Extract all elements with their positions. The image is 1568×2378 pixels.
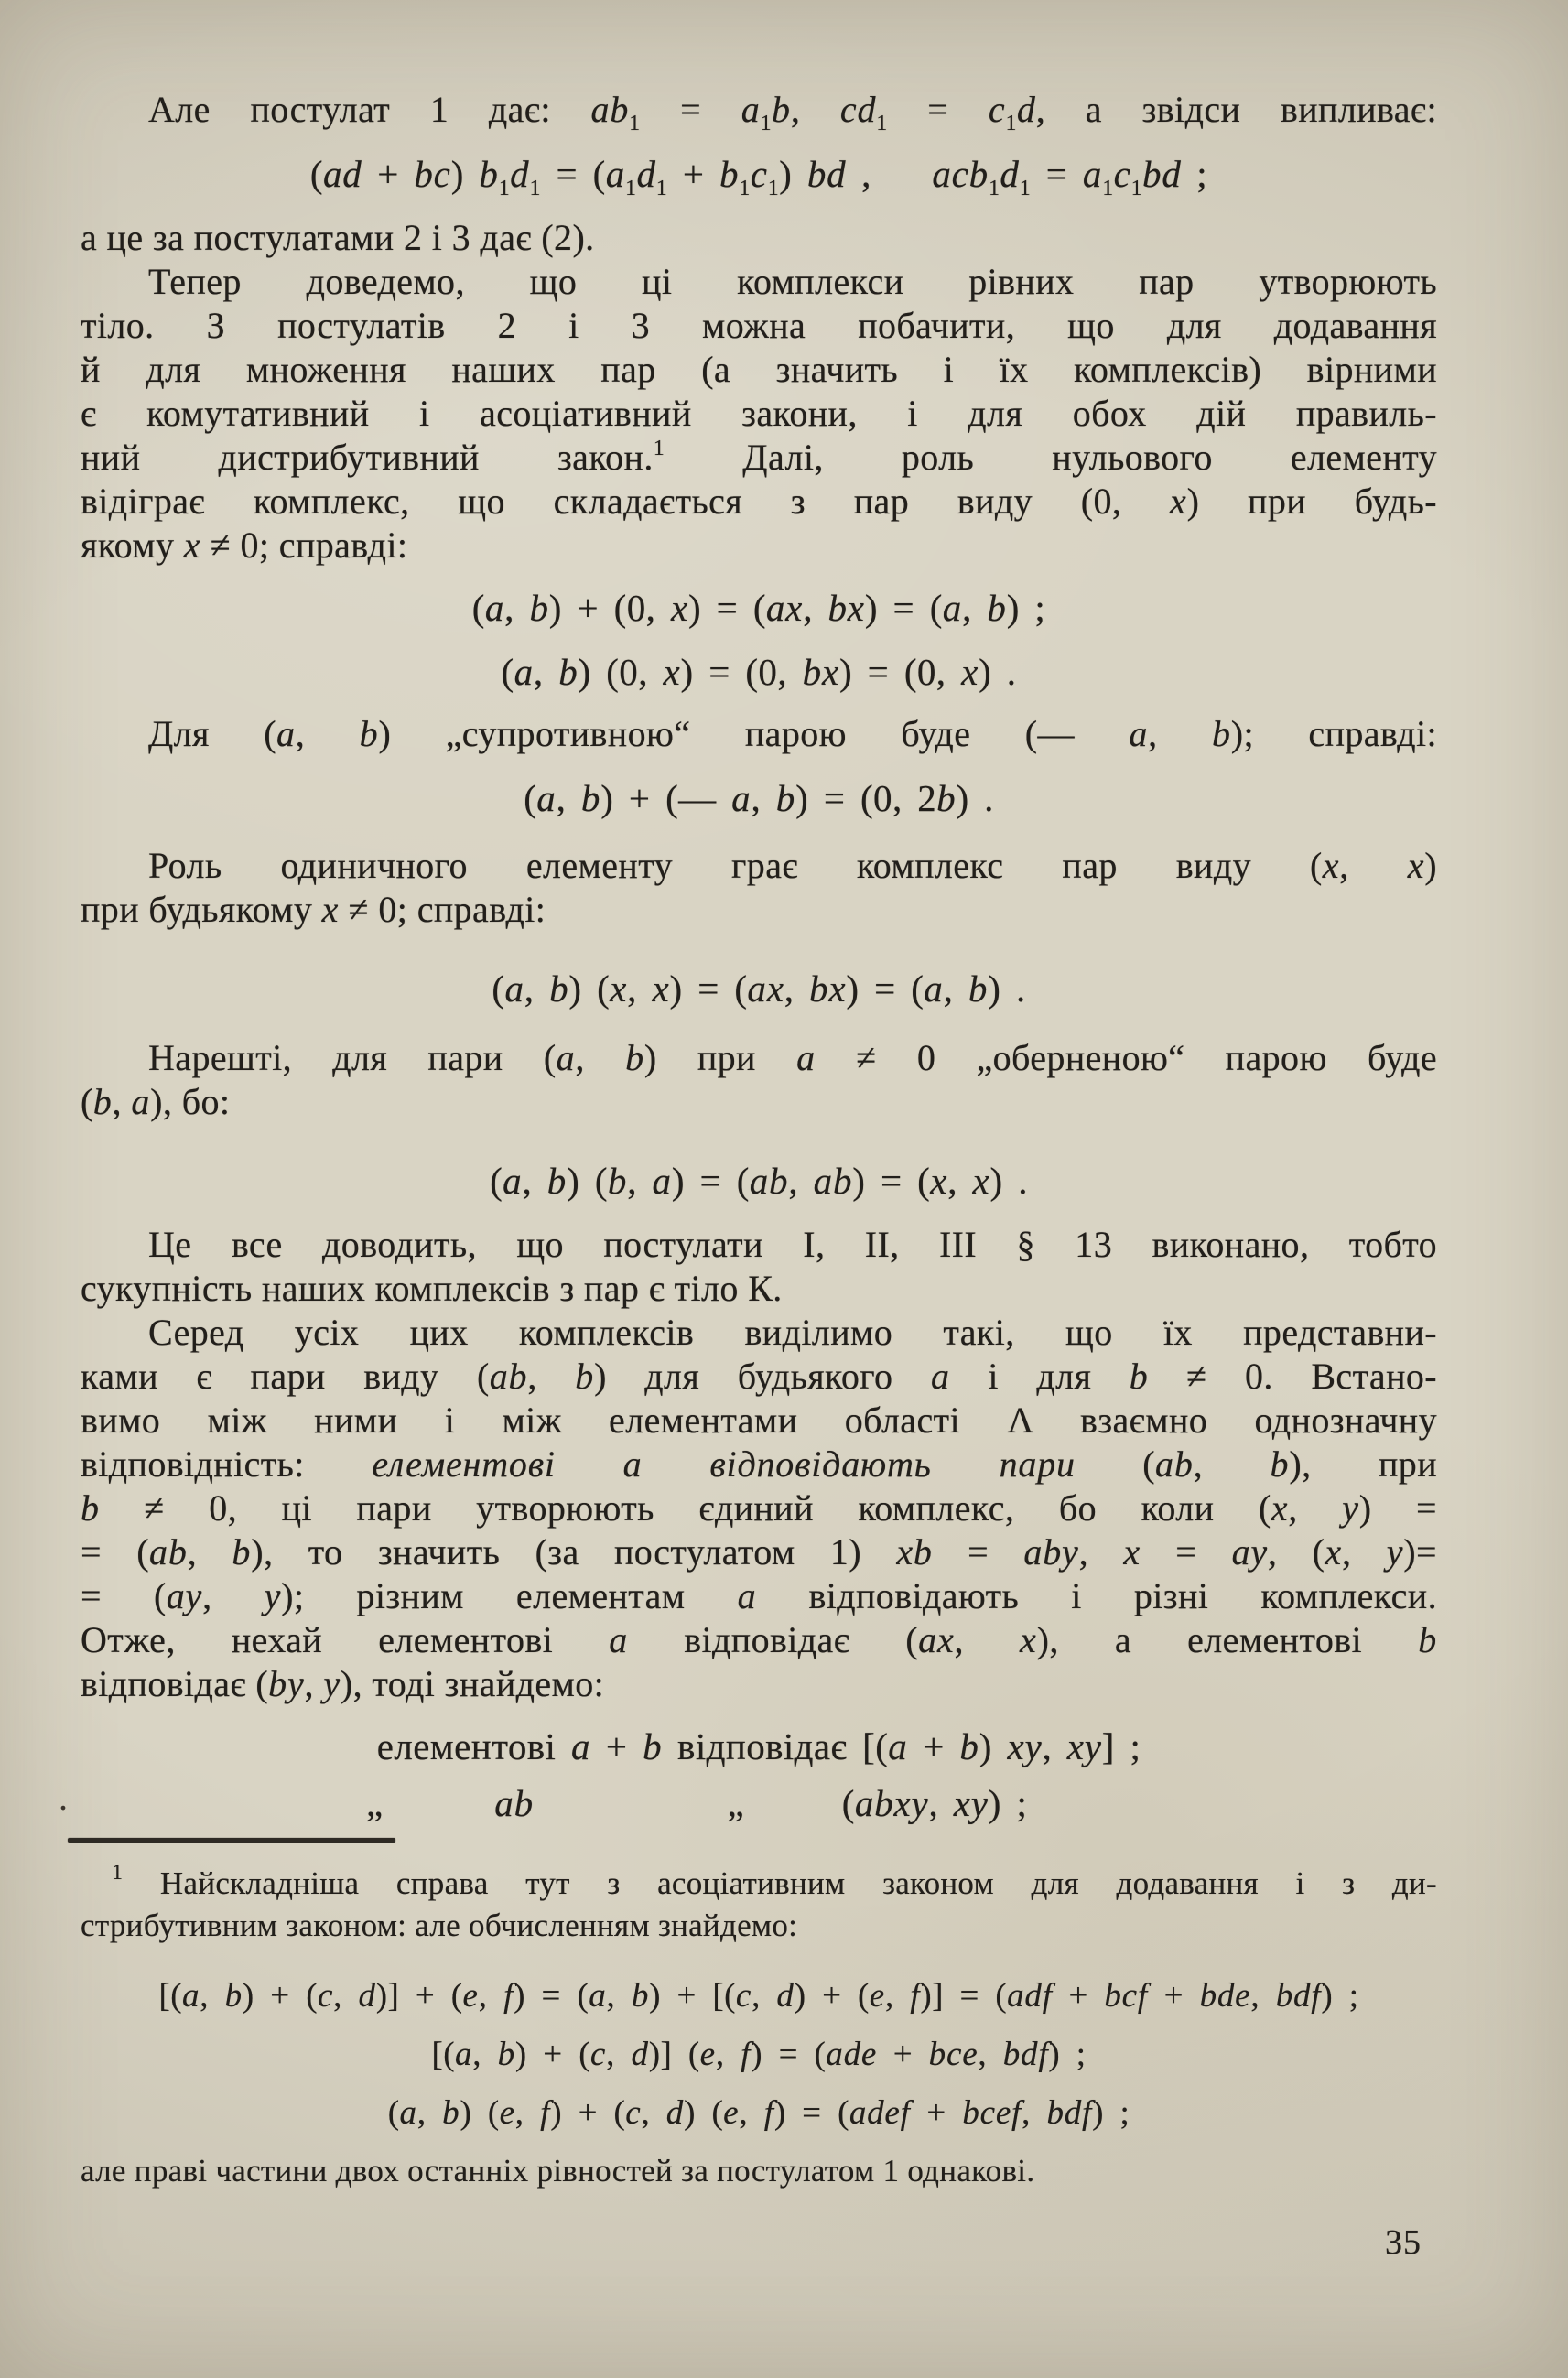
- text-line: Отже, нехай елементові a відповідає (ax, x), а елементові b: [81, 1619, 1437, 1660]
- text-line: Тепер доведемо, що ці комплекси рівних пар утворюють: [148, 261, 1437, 302]
- text-line: відіграє комплекс, що складається з пар виду (0, x) при будь-: [81, 481, 1437, 522]
- text-line: сукупність наших комплексів з пар є тіло К.: [81, 1268, 783, 1309]
- footnote-separator-rule: [68, 1838, 395, 1843]
- text-line: Це все доводить, що постулати I, II, III § 13 виконано, тобто: [148, 1224, 1437, 1265]
- formula-opposite-pair: (a, b) + (— a, b) = (0, 2b) .: [524, 777, 994, 819]
- footnote-formula-distributive-right: (a, b) (e, f) + (c, d) (e, f) = (adef + bcef, bdf) ;: [387, 2094, 1130, 2132]
- text-line: Серед усіх цих комплексів виділимо такі, що їх представни-: [148, 1312, 1437, 1353]
- text-line: = (ab, b), то значить (за постулатом 1) xb = aby, x = ay, (x, y)=: [81, 1531, 1437, 1573]
- formula-zero-addition: (a, b) + (0, x) = (ax, bx) = (a, b) ;: [471, 587, 1046, 629]
- paragraph-unit-element: [81, 844, 1437, 932]
- text-line: тіло. З постулатів 2 і 3 можна побачити, що для додавання: [81, 305, 1437, 346]
- paragraph-conclusion-2: а це за постулатами 2 і 3 дає (2).: [81, 217, 595, 258]
- text-line: є комутативний і асоціативний закони, і для обох дій правиль-: [81, 393, 1437, 434]
- footnote-formula-associative: [(a, b) + (c, d)] + (e, f) = (a, b) + [(c, d) + (e, f)] = (adf + bcf + bde, bdf) ;: [158, 1977, 1359, 2015]
- footnote-text: [81, 1863, 1437, 1947]
- text-line: Роль одиничного елементу грає комплекс пар виду (x, x): [148, 845, 1437, 886]
- formula-zero-multiplication: (a, b) (0, x) = (0, bx) = (0, x) .: [501, 651, 1017, 693]
- page-number: 35: [1385, 2223, 1422, 2262]
- footnote-formula-distributive-left: [(a, b) + (c, d)] (e, f) = (ade + bce, bdf) ;: [431, 2036, 1087, 2073]
- text-line: (b, a), бо:: [81, 1081, 231, 1122]
- footnote-closing-line: але праві частини двох останніх рівностей за постулатом 1 однакові.: [81, 2153, 1035, 2189]
- formula-product-correspondence-row: [59, 1776, 1437, 1831]
- text-line: й для множення наших пар (а значить і їх комплексів) вірними: [81, 349, 1437, 390]
- text-line: b ≠ 0, ці пари утворюють єдиний комплекс, бо коли (x, y) =: [81, 1487, 1437, 1529]
- formula-inverse-pair: (a, b) (b, a) = (ab, ab) = (x, x) .: [490, 1160, 1028, 1202]
- text-line: ками є пари виду (ab, b) для будьякого a і для b ≠ 0. Встано-: [81, 1356, 1438, 1397]
- ditto-mark: „: [727, 1782, 745, 1824]
- footnote-line: стрибутивним законом: але обчисленням знайдемо:: [81, 1908, 798, 1943]
- math-pair-abxy: (abxy, xy) ;: [841, 1782, 1028, 1824]
- text-line: відповідає (by, y), тоді знайдемо:: [81, 1663, 605, 1704]
- text-line: Нарешті, для пари (a, b) при a ≠ 0 „оберненою“ парою буде: [148, 1037, 1437, 1078]
- paragraph-inverse-pair: [81, 1036, 1437, 1124]
- paragraph-field-proof: [81, 260, 1437, 567]
- text-block: [59, 88, 1438, 2192]
- text-line: вимо між ними і між елементами області Λ взаємно однозначну: [81, 1400, 1437, 1441]
- paragraph-correspondence: [81, 1311, 1437, 1706]
- math-term-ab: ab: [494, 1782, 534, 1824]
- paragraph-opposite-pair: Для (a, b) „супротивною“ парою буде (— a, b); справді:: [148, 713, 1437, 754]
- formula-sum-correspondence: елементові a + b відповідає [(a + b) xy, xy] ;: [376, 1725, 1141, 1767]
- text-line: відповідність: елементові a відповідають пари (ab, b), при: [81, 1443, 1437, 1485]
- ditto-mark: „: [366, 1782, 384, 1824]
- stray-ink-mark: .: [59, 1777, 68, 1818]
- paragraph-postulates-verified: [81, 1223, 1437, 1311]
- text-line: = (ay, y); різним елементам a відповідають і різні комплекси.: [81, 1575, 1437, 1616]
- formula-postulate-consequence: (ad + bc) $b_1d_1 = (a_1d_1 + b_1c_1)$ bd , $acb_1d_1 = a_1c_1bd$ ;: [309, 153, 1208, 200]
- text-line: якому x ≠ 0; справді:: [81, 524, 408, 566]
- paragraph-intro-line: Але постулат 1 дає: $ab_1 = a_1b$, $cd_1 = c_1d$, а звідси випливає:: [148, 89, 1437, 135]
- text-line: при будьякому x ≠ 0; справді:: [81, 889, 546, 930]
- text-line: ний дистрибутивний закон.$^1$ Далі, роль нульового елементу: [81, 437, 1437, 478]
- footnote-line: $^1$ Найскладніша справа тут з асоціативним законом для додавання і з ди-: [112, 1861, 1437, 1901]
- formula-product-correspondence: [81, 1776, 1437, 1831]
- formula-unit-element: (a, b) (x, x) = (ax, bx) = (a, b) .: [492, 967, 1026, 1010]
